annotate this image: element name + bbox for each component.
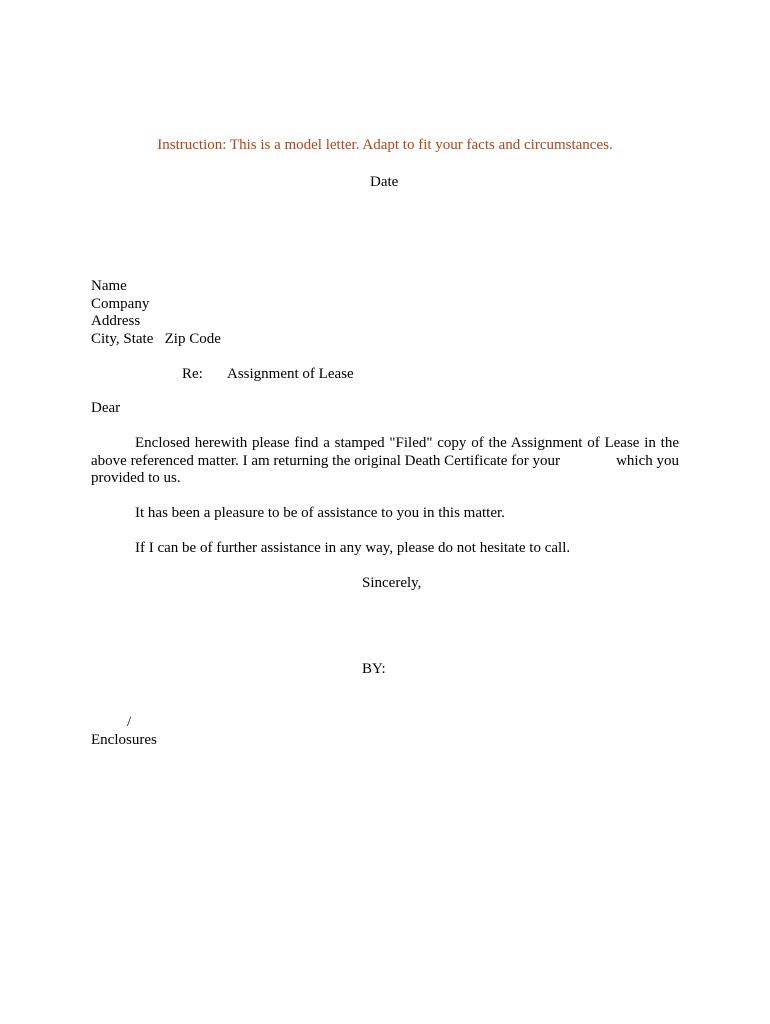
- re-subject: Assignment of Lease: [227, 366, 354, 382]
- recipient-company: Company: [91, 295, 150, 312]
- body-paragraph-1: [91, 435, 679, 488]
- body-paragraph-3: If I can be of further assistance in any way, please do not hesitate to call.: [135, 540, 571, 556]
- recipient-name: Name: [91, 278, 127, 294]
- letter-date: Date: [370, 174, 399, 190]
- paragraph-1-line-2-row: [91, 453, 679, 471]
- signature-by-label: BY:: [362, 661, 386, 677]
- salutation: Dear: [91, 400, 121, 416]
- recipient-city-state-zip: City, State Zip Code: [91, 330, 221, 347]
- initials-separator: /: [127, 714, 132, 730]
- recipient-address: Address: [91, 313, 141, 329]
- recipient-address-block: [91, 278, 221, 348]
- body-paragraph-2: It has been a pleasure to be of assistance to you in this matter.: [135, 505, 505, 521]
- instruction-note: Instruction: This is a model letter. Adapt to fit your facts and circumstances.: [157, 137, 613, 153]
- paragraph-1-line-2: [91, 453, 679, 471]
- re-line: [182, 366, 354, 384]
- paragraph-1-line-1-text: Enclosed herewith please find a stamped "Filed" copy of the Assignment of Lease in the: [135, 435, 679, 451]
- enclosures-label: Enclosures: [91, 732, 157, 748]
- re-label: Re:: [182, 366, 203, 382]
- paragraph-1-line-2-start: above referenced matter. I am returning the original Death Certificate for your: [91, 452, 560, 469]
- paragraph-1-line-3: provided to us.: [91, 470, 181, 486]
- closing: Sincerely,: [362, 575, 422, 591]
- paragraph-1-line-2-end: which you: [616, 452, 679, 469]
- paragraph-1-line-1: [91, 435, 679, 453]
